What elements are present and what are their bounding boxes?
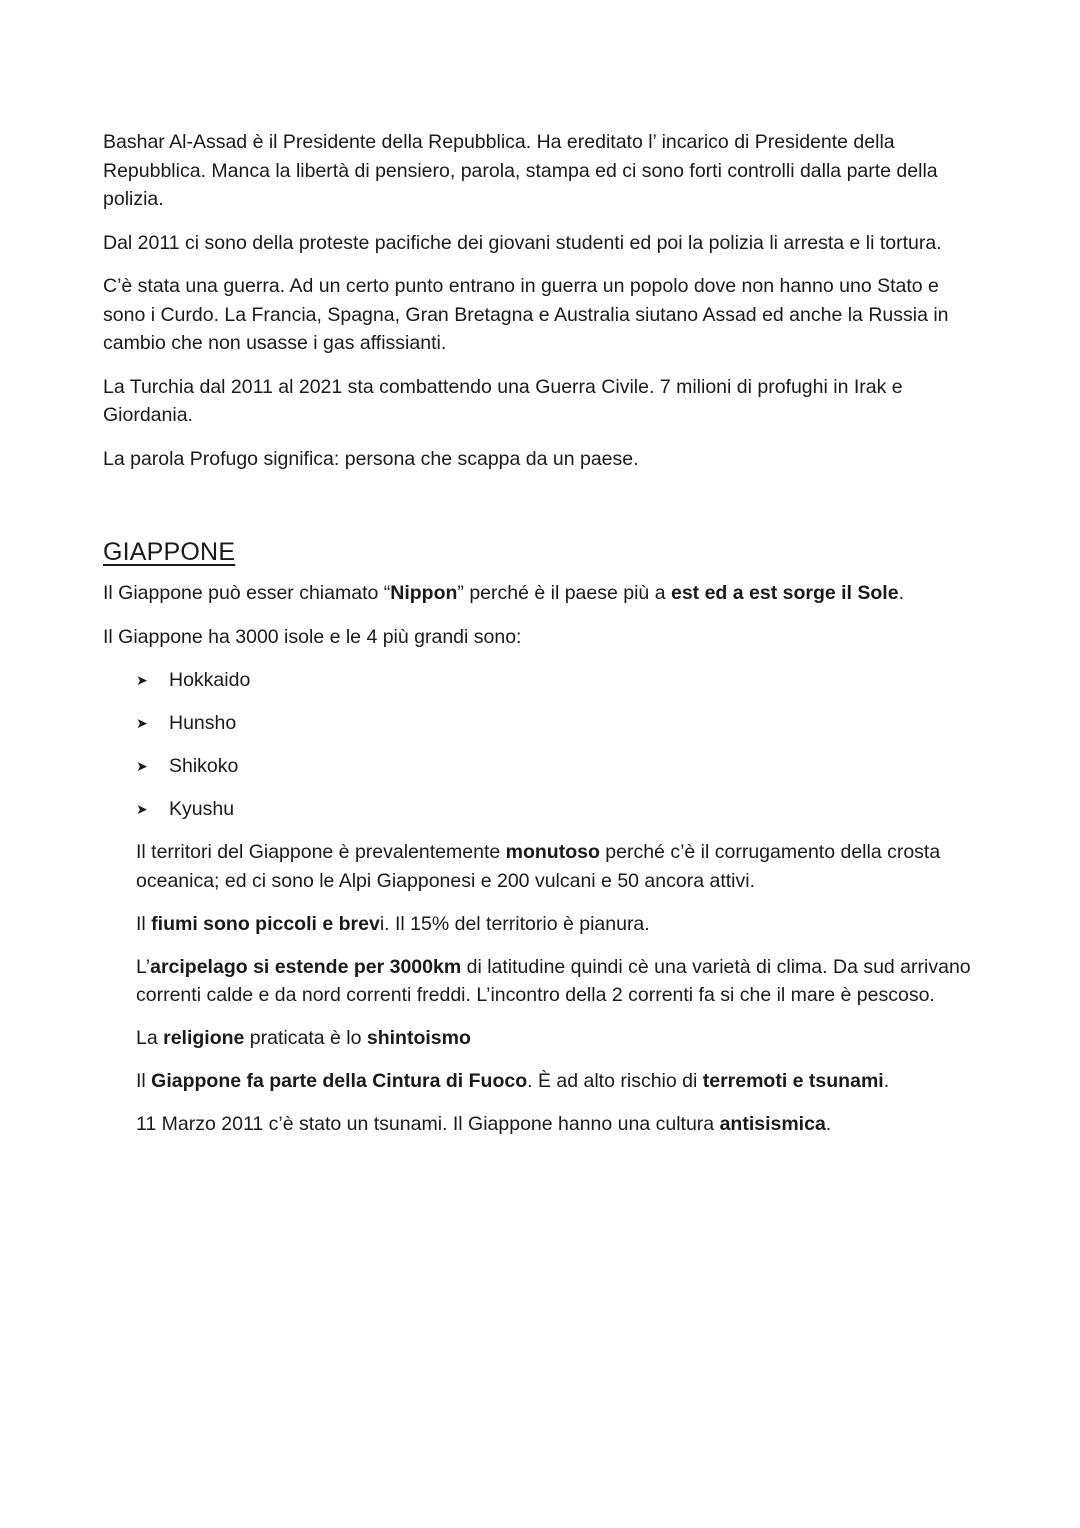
arrowhead-bullet-icon: ➤ — [136, 801, 148, 817]
list-item: ➤ Shikoko — [136, 752, 980, 781]
paragraph-islands-intro: Il Giappone ha 3000 isole e le 4 più grandi sono: — [103, 625, 522, 648]
paragraph-tsunami: 11 Marzo 2011 c’è stato un tsunami. Il Giappone hanno una cultura antisismica. — [136, 1113, 832, 1135]
paragraph-territory: Il territori del Giappone è prevalentemente monutoso perché c’è il corrugamento della crosta oceanica; ed ci sono le Alpi Giapponesi e 200 vulcani e 50 ancora attivi. — [136, 841, 941, 892]
list-item: ➤ Hunsho — [136, 709, 980, 738]
list-item: ➤ Hokkaido — [136, 666, 980, 695]
list-item: ➤ Kyushu — [136, 795, 980, 824]
paragraph-ring-of-fire: Il Giappone fa parte della Cintura di Fuoco. È ad alto rischio di terremoti e tsunami. — [136, 1070, 890, 1092]
syria-section — [103, 128, 980, 473]
arrowhead-bullet-icon: ➤ — [136, 758, 148, 774]
arrowhead-bullet-icon: ➤ — [136, 715, 148, 731]
paragraph-archipelago: L’arcipelago si estende per 3000km di latitudine quindi cè una varietà di clima. Da sud arrivano correnti calde e da nord correnti freddi. L’incontro della 2 correnti fa si che il mare è pescoso. — [136, 955, 971, 1006]
paragraph-religion: La religione praticata è lo shintoismo — [136, 1027, 471, 1049]
islands-list — [136, 666, 980, 824]
paragraph-assad: Bashar Al-Assad è il Presidente della Repubblica. Ha ereditato l’ incarico di Presidente della Repubblica. Manca la libertà di pensiero, parola, stampa ed ci sono forti controlli dalla parte della polizia. — [103, 131, 938, 210]
japan-section — [103, 473, 980, 1139]
paragraph-civil-war: La Turchia dal 2011 al 2021 sta combattendo una Guerra Civile. 7 milioni di profughi in Irak e Giordania. — [103, 375, 903, 426]
paragraph-war: C’è stata una guerra. Ad un certo punto entrano in guerra un popolo dove non hanno uno Stato e sono i Curdo. La Francia, Spagna, Gran Bretagna e Australia siutano Assad ed anche la Russia in cambio che non usasse i gas affissianti. — [103, 275, 949, 354]
paragraph-protests: Dal 2011 ci sono della proteste pacifiche dei giovani studenti ed poi la polizia li arresta e li tortura. — [103, 231, 942, 254]
paragraph-rivers: Il fiumi sono piccoli e brevi. Il 15% del territorio è pianura. — [136, 912, 650, 935]
paragraph-refugee: La parola Profugo significa: persona che scappa da un paese. — [103, 447, 639, 470]
section-title-giappone: GIAPPONE — [103, 538, 236, 566]
arrowhead-bullet-icon: ➤ — [136, 672, 148, 688]
paragraph-nippon: Il Giappone può esser chiamato “Nippon” perché è il paese più a est ed a est sorge il Sole. — [103, 582, 904, 604]
